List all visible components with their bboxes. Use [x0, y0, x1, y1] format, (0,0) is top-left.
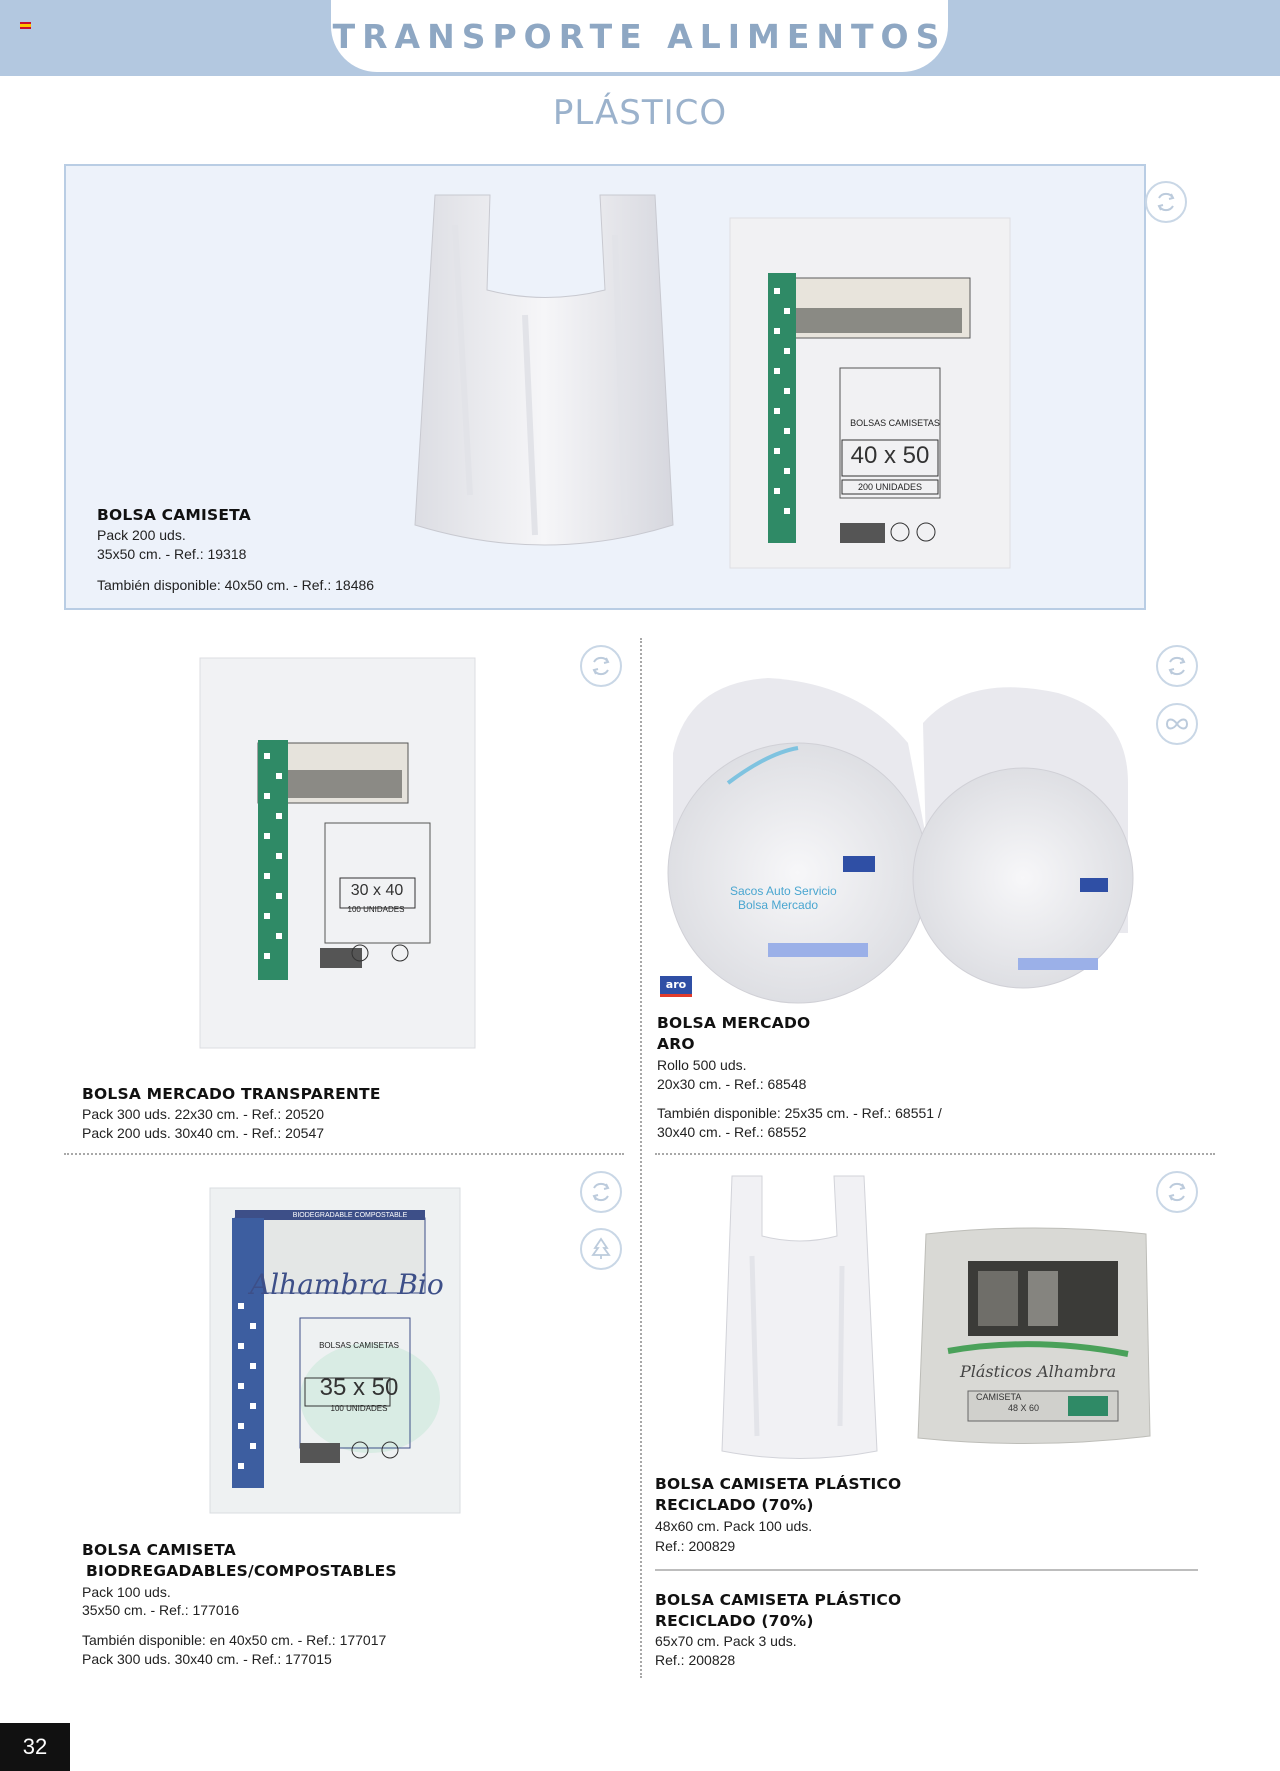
product-pack: 65x70 cm. Pack 3 uds. [655, 1633, 797, 1649]
product-title-line2: ARO [657, 1035, 695, 1053]
product-pack: Pack 100 uds. [82, 1584, 171, 1600]
recycle-icon [1156, 645, 1198, 687]
tshirt-bag-image [415, 195, 677, 565]
product-title-line2: RECICLADO (70%) [655, 1496, 814, 1514]
flag-stripe-bottom [20, 27, 31, 29]
pack-brand: Alhambra Bio [250, 1268, 444, 1301]
header-tab [331, 0, 948, 72]
recycle-icon [1145, 181, 1187, 223]
page-number: 32 [0, 1723, 70, 1771]
section-subtitle: PLÁSTICO [552, 93, 728, 133]
product-ref: Ref.: 200829 [655, 1538, 736, 1554]
roll-label-2: Bolsa Mercado [738, 898, 819, 912]
flag-icon [20, 22, 31, 29]
product-ref: Ref.: 200828 [655, 1652, 736, 1668]
roll-bags-image [668, 673, 1148, 1008]
transparent-bag-image [200, 658, 475, 1048]
product-pack: 48x60 cm. Pack 100 uds. [655, 1518, 813, 1534]
pack-count: 100 UNIDADES [330, 1404, 388, 1413]
product-title-line2: RECICLADO (70%) [655, 1612, 814, 1630]
white-tshirt-bag-image [722, 1176, 877, 1456]
product-availability-2: Pack 300 uds. 30x40 cm. - Ref.: 177015 [82, 1651, 332, 1667]
product-availability-1: También disponible: en 40x50 cm. - Ref.: 177017 [82, 1632, 387, 1648]
page-title: TRANSPORTE ALIMENTOS [332, 16, 947, 56]
product-title: BOLSA CAMISETA [97, 506, 251, 524]
pack-size: 40 x 50 [850, 442, 930, 469]
tree-icon [580, 1228, 622, 1270]
product-title: BOLSA MERCADO TRANSPARENTE [82, 1085, 381, 1103]
bag-pack-image [730, 218, 1010, 568]
column-divider [640, 638, 642, 1678]
aro-logo: aro [660, 976, 692, 997]
pack-label: BOLSAS CAMISETAS [319, 1341, 399, 1350]
product-ref: 35x50 cm. - Ref.: 19318 [97, 546, 247, 562]
product-pack: Pack 200 uds. [97, 527, 186, 543]
product-pack-2: Pack 200 uds. 30x40 cm. - Ref.: 20547 [82, 1125, 325, 1141]
pack-label: BOLSAS CAMISETAS [850, 418, 940, 428]
recycle-icon [580, 645, 622, 687]
product-ref: 35x50 cm. - Ref.: 177016 [82, 1602, 240, 1618]
product-title-line2: BIODREGADABLES/COMPOSTABLES [86, 1562, 397, 1580]
product-pack-1: Pack 300 uds. 22x30 cm. - Ref.: 20520 [82, 1106, 325, 1122]
pack-size: 48 X 60 [1008, 1403, 1040, 1413]
product-availability-1: También disponible: 25x35 cm. - Ref.: 68551 / [657, 1105, 942, 1121]
row-divider-right [655, 1153, 1215, 1155]
product-title-line1: BOLSA CAMISETA PLÁSTICO [655, 1475, 902, 1493]
product-availability: También disponible: 40x50 cm. - Ref.: 18486 [97, 577, 375, 593]
pack-size: 30 x 40 [350, 882, 404, 899]
pack-label: CAMISETA [976, 1392, 1022, 1402]
product-ref: 20x30 cm. - Ref.: 68548 [657, 1076, 807, 1092]
product-title-line1: BOLSA MERCADO [657, 1014, 811, 1032]
pack-count: 100 UNIDADES [347, 905, 405, 914]
pack-size: 35 x 50 [319, 1374, 399, 1401]
infinity-icon [1156, 703, 1198, 745]
product-title-line1: BOLSA CAMISETA PLÁSTICO [655, 1591, 902, 1609]
row-divider-left [64, 1153, 624, 1155]
pack-brand: Plásticos Alhambra [960, 1362, 1117, 1381]
recycle-icon [580, 1171, 622, 1213]
product-separator [655, 1569, 1198, 1571]
recycled-bag-pack-image [918, 1226, 1150, 1448]
recycle-icon [1156, 1171, 1198, 1213]
roll-label-1: Sacos Auto Servicio [730, 884, 837, 898]
pack-header: BIODEGRADABLE COMPOSTABLE [292, 1212, 408, 1219]
product-title-line1: BOLSA CAMISETA [82, 1541, 236, 1559]
pack-count: 200 UNIDADES [857, 482, 923, 492]
product-pack: Rollo 500 uds. [657, 1057, 747, 1073]
product-availability-2: 30x40 cm. - Ref.: 68552 [657, 1124, 807, 1140]
